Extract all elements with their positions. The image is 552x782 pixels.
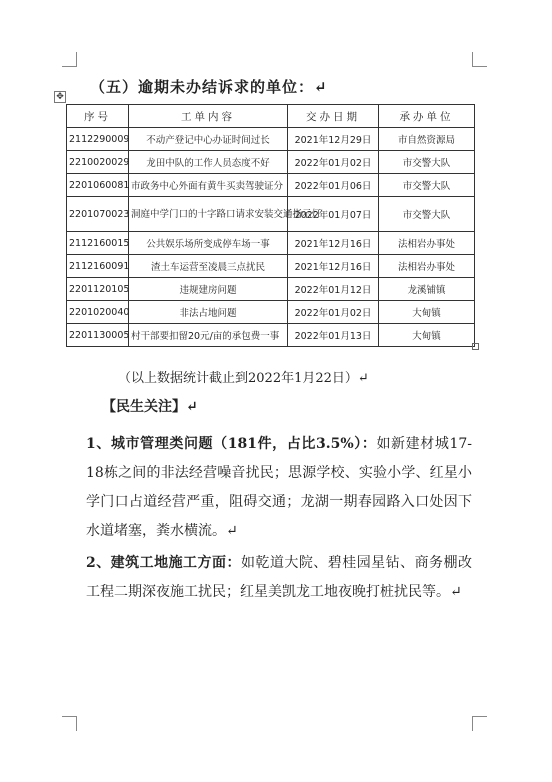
table-header-row [67,105,475,128]
table-row [67,174,475,197]
ticket-id: 2112290009 [67,128,129,151]
ticket-content: 不动产登记中心办证时间过长 [129,128,288,151]
paragraph-lead: 1、城市管理类问题（181件，占比3.5%）： [86,436,377,452]
assign-date: 2022年01月12日 [288,278,379,301]
column-header: 交办日期 [288,105,379,128]
assign-date: 2021年12月16日 [288,255,379,278]
ticket-content: 洞庭中学门口的十字路口请求安装交通指示灯 [129,197,288,232]
ticket-content: 村干部要扣留20元/亩的承包费一事 [129,324,288,347]
handling-unit: 大甸镇 [379,324,475,347]
overdue-table [66,104,475,347]
assign-date: 2022年01月07日 [288,197,379,232]
table-row [67,232,475,255]
assign-date: 2022年01月13日 [288,324,379,347]
assign-date: 2022年01月02日 [288,151,379,174]
page-corner-mark [472,716,487,731]
ticket-id: 2112160091 [67,255,129,278]
column-header: 承办单位 [379,105,475,128]
ticket-id: 2201020040 [67,301,129,324]
table-row [67,301,475,324]
ticket-id: 2201130005 [67,324,129,347]
ticket-id: 2201060081 [67,174,129,197]
column-header: 序号 [67,105,129,128]
ticket-content: 非法占地问题 [129,301,288,324]
table-row [67,255,475,278]
handling-unit: 法相岩办事处 [379,255,475,278]
paragraph-body: 如乾道大院、碧桂园星钻、商务棚改工程二期深夜施工扰民；红星美凯龙工地夜晚打桩扰民等。↵ [86,555,473,600]
assign-date: 2022年01月06日 [288,174,379,197]
page-corner-mark [472,52,487,67]
table-move-handle-icon[interactable]: ✥ [54,91,66,103]
table-resize-handle[interactable] [472,343,479,350]
ticket-content: 市政务中心外面有黄牛买卖驾驶证分 [129,174,288,197]
page-corner-mark [62,716,77,731]
section-heading: （五）逾期未办结诉求的单位：↵ [90,78,328,96]
handling-unit: 市自然资源局 [379,128,475,151]
paragraph-lead: 2、建筑工地施工方面： [86,555,241,571]
handling-unit: 法相岩办事处 [379,232,475,255]
paragraph [86,430,472,546]
handling-unit: 市交警大队 [379,197,475,232]
table-row [67,278,475,301]
ticket-content: 公共娱乐场所变成停车场一事 [129,232,288,255]
page-corner-mark [62,52,77,67]
assign-date: 2021年12月29日 [288,128,379,151]
ticket-id: 2112160015 [67,232,129,255]
ticket-content: 渣土车运营至凌晨三点扰民 [129,255,288,278]
handling-unit: 龙溪铺镇 [379,278,475,301]
ticket-content: 违规建房问题 [129,278,288,301]
assign-date: 2021年12月16日 [288,232,379,255]
ticket-id: 2210020029 [67,151,129,174]
paragraph [86,549,472,607]
paragraph-body: 如新建材城17-18栋之间的非法经营噪音扰民；思源学校、实验小学、红星小学门口占道经营严重，阻碍交通；龙湖一期春园路入口处因下水道堵塞，粪水横流。↵ [86,436,473,539]
handling-unit: 市交警大队 [379,151,475,174]
data-cutoff-note: （以上数据统计截止到2022年1月22日）↵ [118,371,369,386]
handling-unit: 市交警大队 [379,174,475,197]
handling-unit: 大甸镇 [379,301,475,324]
table-row [67,151,475,174]
ticket-id: 2201070023 [67,197,129,232]
table-row [67,324,475,347]
ticket-id: 2201120105 [67,278,129,301]
section-title: 【民生关注】↵ [102,399,198,415]
table-row [67,128,475,151]
assign-date: 2022年01月02日 [288,301,379,324]
table-row [67,197,475,232]
column-header: 工单内容 [129,105,288,128]
ticket-content: 龙田中队的工作人员态度不好 [129,151,288,174]
